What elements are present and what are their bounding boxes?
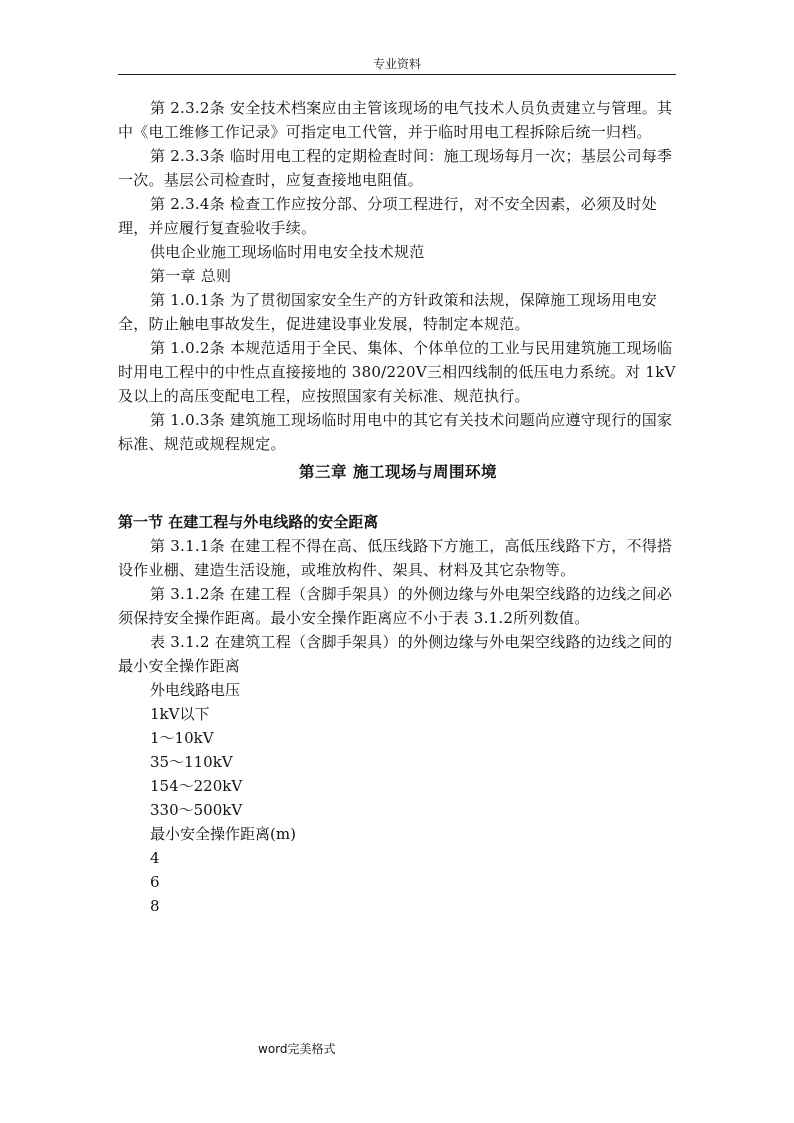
paragraph-3-1-2: 第 3.1.2条 在建工程（含脚手架具）的外侧边缘与外电架空线路的边线之间必须保持安全操作距离。最小安全操作距离应不小于表 3.1.2所列数值。 (118, 585, 673, 627)
paragraph-1-0-3: 第 1.0.3条 建筑施工现场临时用电中的其它有关技术问题尚应遵守现行的国家标准、规范或规程规定。 (118, 411, 673, 453)
list-item: 154～220kV (150, 777, 243, 795)
list-item: 外电线路电压 (150, 681, 241, 699)
section-one-title: 第一节 在建工程与外电线路的安全距离 (118, 513, 379, 531)
chapter-three-title: 第三章 施工现场与周围环境 (299, 463, 497, 481)
table-items-list (118, 678, 678, 918)
paragraph-1-0-2: 第 1.0.2条 本规范适用于全民、集体、个体单位的工业与民用建筑施工现场临时用电工程中的中性点直接接地的 380/220V三相四线制的低压电力系统。对 1kV及以上的高压变配电工程，应按照国家有关标准、规范执行。 (118, 339, 676, 405)
list-item: 6 (150, 873, 160, 891)
list-item: 330～500kV (150, 801, 243, 819)
list-item: 1～10kV (150, 729, 214, 747)
page-footer: word完美格式 (258, 1042, 336, 1056)
paragraph-2-3-2: 第 2.3.2条 安全技术档案应由主管该现场的电气技术人员负责建立与管理。其中《电工维修工作记录》可指定电工代管，并于临时用电工程拆除后统一归档。 (118, 99, 673, 141)
list-item: 35～110kV (150, 753, 233, 771)
paragraph-2-3-4: 第 2.3.4条 检查工作应按分部、分项工程进行，对不安全因素，必须及时处理，并应履行复查验收手续。 (118, 195, 657, 237)
list-item: 8 (150, 897, 160, 915)
page-header: 专业资料 (118, 56, 676, 75)
document-title: 供电企业施工现场临时用电安全技术规范 (150, 243, 425, 261)
paragraph-2-3-3: 第 2.3.3条 临时用电工程的定期检查时间：施工现场每月一次；基层公司每季一次。基层公司检查时，应复查接地电阻值。 (118, 147, 673, 189)
list-item: 1kV以下 (150, 705, 210, 723)
table-caption: 表 3.1.2 在建筑工程（含脚手架具）的外侧边缘与外电架空线路的边线之间的最小安全操作距离 (118, 633, 673, 675)
paragraph-3-1-1: 第 3.1.1条 在建工程不得在高、低压线路下方施工，高低压线路下方，不得搭设作业棚、建造生活设施，或堆放构件、架具、材料及其它杂物等。 (118, 537, 673, 579)
chapter-one-heading: 第一章 总则 (150, 267, 232, 285)
list-item: 最小安全操作距离(m) (150, 825, 296, 843)
document-body (118, 96, 678, 918)
paragraph-1-0-1: 第 1.0.1条 为了贯彻国家安全生产的方针政策和法规，保障施工现场用电安全，防止触电事故发生，促进建设事业发展，特制定本规范。 (118, 291, 657, 333)
list-item: 4 (150, 849, 160, 867)
